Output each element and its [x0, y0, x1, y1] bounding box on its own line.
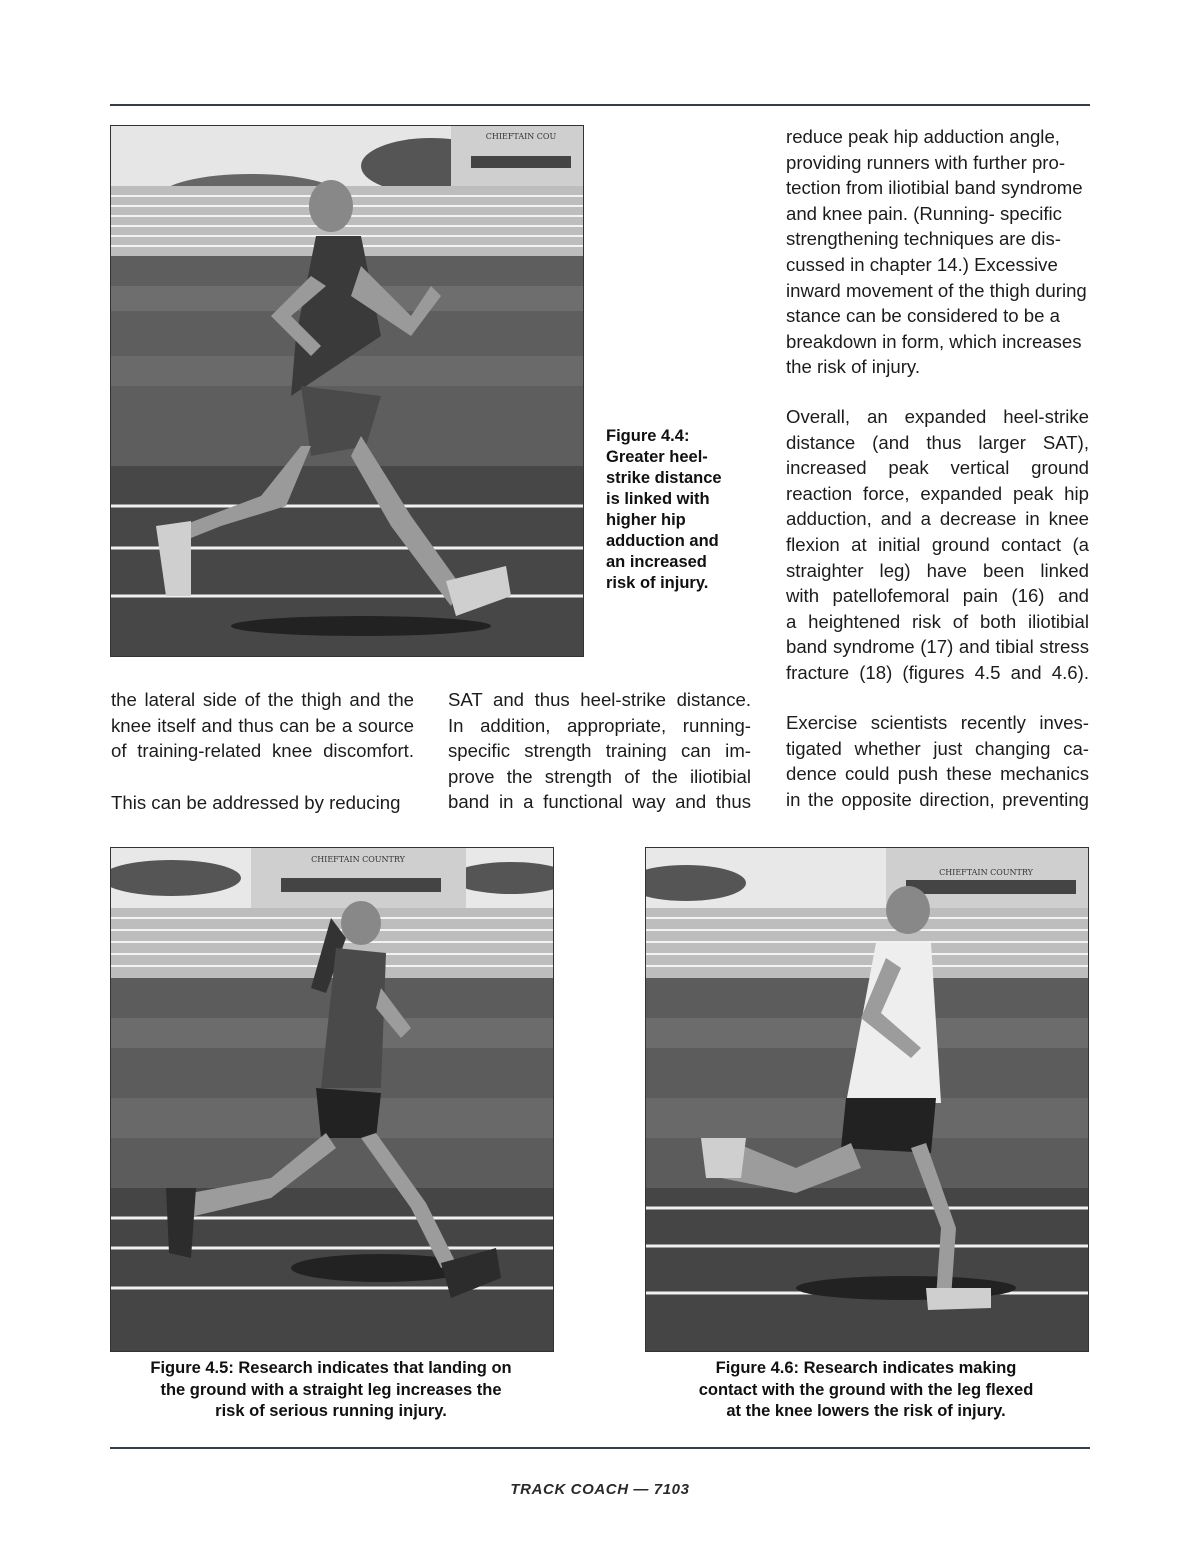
caption-line: at the knee lowers the risk of injury. — [726, 1402, 1006, 1420]
text-line: breakdown in form, which increases — [786, 330, 1082, 352]
text-line: and knee pain. (Running- specific — [786, 202, 1062, 224]
text-line: In addition, appropriate, running- — [448, 714, 751, 736]
caption-line: Figure 4.5: Research indicates that landing on — [150, 1359, 512, 1377]
text-line: reduce peak hip adduction angle, — [786, 126, 1060, 147]
text-line: cussed in chapter 14.) Excessive — [786, 253, 1058, 275]
text-line: dence could push these mechanics — [786, 763, 1089, 785]
caption-line: Figure 4.6: Research indicates making — [715, 1359, 1017, 1377]
caption-line: Figure 4.4: — [606, 427, 690, 445]
text-line: the lateral side of the thigh and the — [111, 689, 414, 710]
text-line: strengthening techniques are dis- — [786, 228, 1061, 250]
paragraph-right-bottom — [786, 710, 1089, 812]
text-line: band in a functional way and thus — [448, 791, 751, 813]
text-line: tection from iliotibial band syndrome — [786, 177, 1083, 199]
caption-line: the ground with a straight leg increases the — [160, 1380, 502, 1399]
text-line: of training-related knee discomfort. — [111, 740, 414, 762]
paragraph-left-b — [111, 790, 414, 816]
text-line: adduction, and a decrease in knee — [786, 508, 1089, 530]
caption-line: is linked with — [606, 490, 710, 508]
fig44-sign-text: CHIEFTAIN COU — [485, 132, 557, 141]
text-line: tigated whether just changing ca- — [786, 737, 1089, 759]
text-line: in the opposite direction, preventing — [786, 788, 1089, 810]
text-line: band syndrome (17) and tibial stress — [786, 636, 1089, 658]
paragraph-left-a — [111, 687, 414, 764]
figure-4-6-photo — [645, 847, 1089, 1352]
text-line: distance (and thus larger SAT), — [786, 431, 1089, 453]
text-line: reaction force, expanded peak hip — [786, 482, 1089, 504]
figure-4-6-caption — [645, 1358, 1087, 1423]
caption-line: Greater heel- — [606, 448, 708, 466]
text-line: knee itself and thus can be a source — [111, 714, 414, 736]
top-rule — [110, 104, 1090, 106]
text-line: prove the strength of the iliotibial — [448, 765, 751, 787]
figure-4-5-photo — [110, 847, 554, 1352]
caption-line: adduction and — [606, 532, 719, 550]
text-line: straighter leg) have been linked — [786, 559, 1089, 581]
caption-line: risk of injury. — [606, 574, 709, 592]
figure-4-4-photo — [110, 125, 584, 657]
text-line: Overall, an expanded heel-strike — [786, 406, 1089, 427]
text-line: stance can be considered to be a — [786, 305, 1060, 327]
bottom-rule — [110, 1447, 1090, 1449]
figure-4-5-caption — [110, 1358, 552, 1423]
figure-4-4-caption — [606, 426, 746, 594]
text-line: with patellofemoral pain (16) and — [786, 585, 1089, 607]
caption-line: strike distance — [606, 469, 722, 487]
text-line: specific strength training can im- — [448, 740, 751, 762]
text-line: SAT and thus heel-strike distance. — [448, 689, 751, 710]
paragraph-middle — [448, 687, 751, 815]
paragraph-right-top — [786, 124, 1089, 380]
caption-line: higher hip — [606, 511, 686, 529]
text-line: inward movement of the thigh during — [786, 279, 1087, 301]
fig45-sign-text: CHIEFTAIN COUNTRY — [311, 855, 405, 864]
caption-line: contact with the ground with the leg flexed — [698, 1380, 1034, 1399]
fig46-sign-text: CHIEFTAIN COUNTRY — [939, 868, 1033, 877]
page-footer: TRACK COACH — 7103 — [510, 1481, 690, 1498]
text-line: Exercise scientists recently inves- — [786, 712, 1089, 733]
text-line: This can be addressed by reducing — [111, 792, 401, 813]
text-line: a heightened risk of both iliotibial — [786, 610, 1089, 632]
caption-line: an increased — [606, 553, 707, 571]
caption-line: risk of serious running injury. — [215, 1402, 447, 1420]
text-line: the risk of injury. — [786, 356, 920, 378]
text-line: providing runners with further pro- — [786, 151, 1066, 173]
text-line: increased peak vertical ground — [786, 457, 1089, 479]
paragraph-right-middle — [786, 404, 1089, 686]
text-line: flexion at initial ground contact (a — [786, 533, 1089, 555]
text-line: fracture (18) (figures 4.5 and 4.6). — [786, 661, 1089, 683]
